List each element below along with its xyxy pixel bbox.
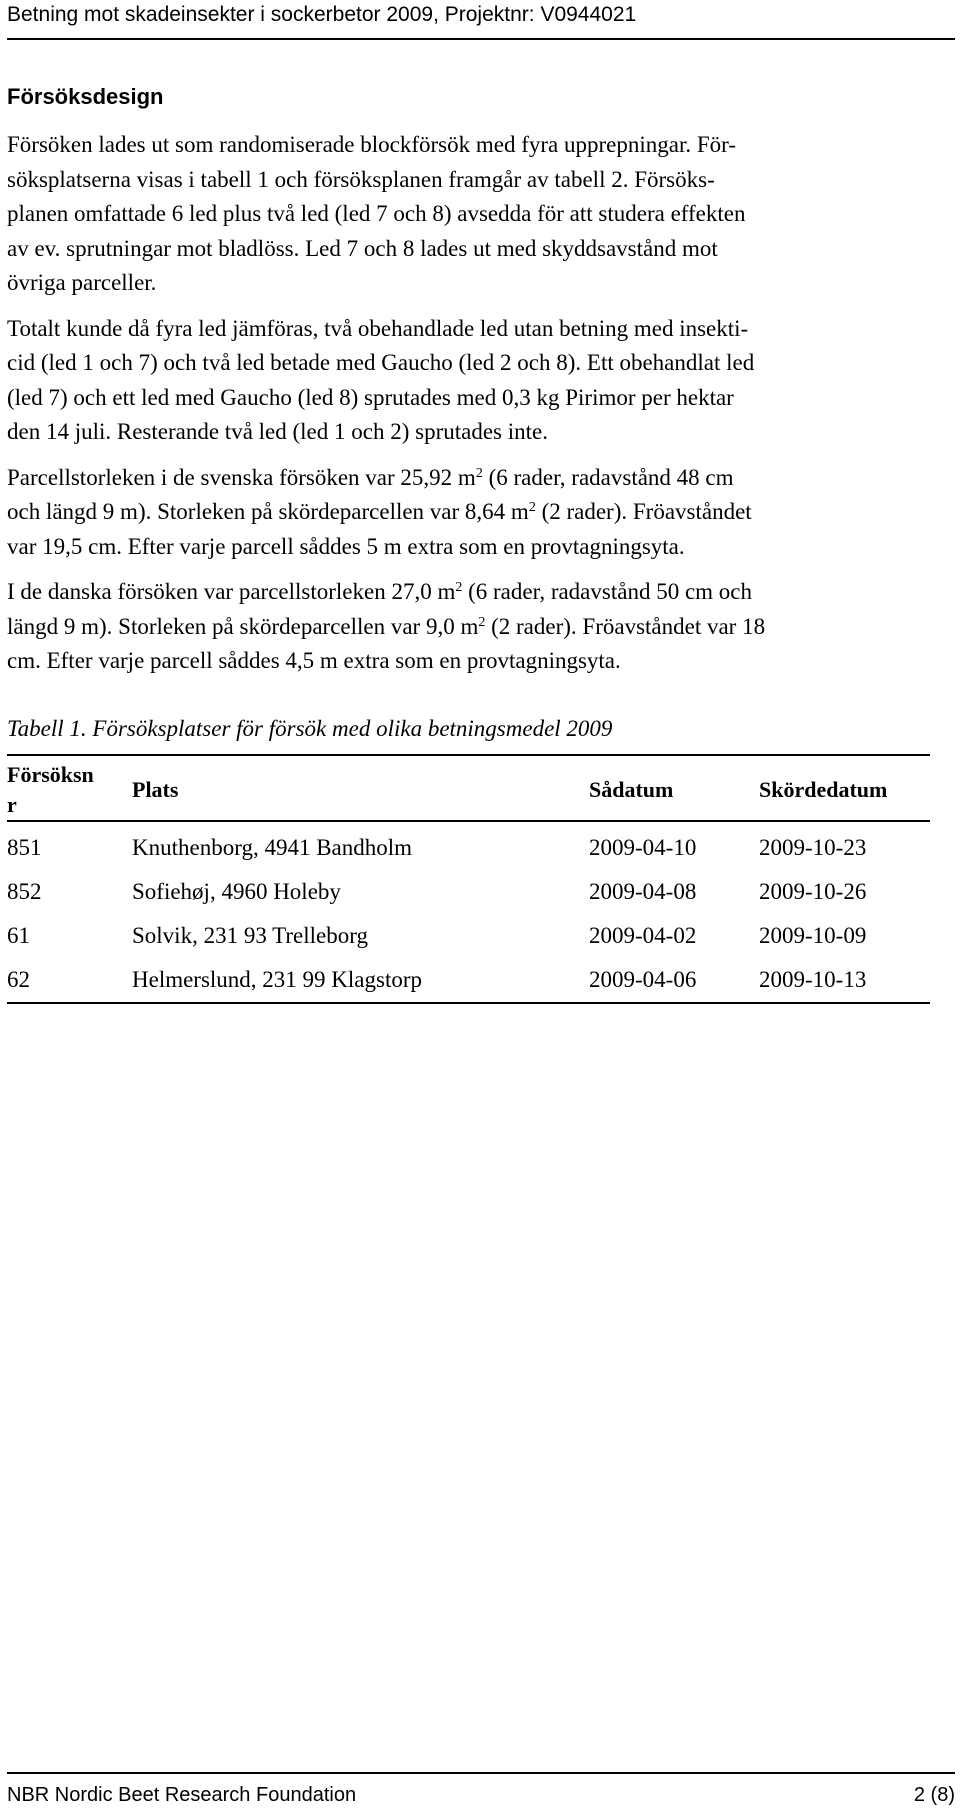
text-fragment: (6 rader, radavstånd 48 cm <box>482 464 734 490</box>
document-body <box>7 75 937 1004</box>
text-line: cm. Efter varje parcell såddes 4,5 m extra som en provtagningsyta. <box>7 648 621 673</box>
text-fragment: Parcellstorleken i de svenska försöken var 25,92 m <box>7 464 476 490</box>
cell-location: Helmerslund, 231 99 Klagstorp <box>132 966 423 992</box>
text-fragment: (2 rader). Fröavståndet <box>535 499 752 524</box>
text-line <box>7 575 937 610</box>
table-header-row <box>7 755 930 821</box>
text-line: av ev. sprutningar mot bladlöss. Led 7 och 8 lades ut med skyddsavstånd mot <box>7 235 718 261</box>
cell-harvest-date: 2009-10-26 <box>759 878 867 904</box>
superscript: 2 <box>478 614 486 630</box>
text-fragment: längd 9 m). Storleken på skördeparcellen var 9,0 m <box>7 613 479 639</box>
table-row <box>7 870 930 914</box>
text-line: övriga parceller. <box>7 270 157 295</box>
text-line <box>7 461 937 496</box>
paragraph-design <box>7 128 937 301</box>
text-line: Försöken lades ut som randomiserade blockförsök med fyra upprepningar. För- <box>7 132 736 157</box>
header-label: Försöksn <box>7 761 94 787</box>
cell-sowing-date: 2009-04-10 <box>589 834 697 860</box>
header-sowing-date: Sådatum <box>589 755 759 821</box>
page-header <box>7 0 955 40</box>
trial-sites-table <box>7 754 930 1004</box>
superscript: 2 <box>528 500 536 515</box>
text-line <box>7 610 937 645</box>
paragraph-treatments <box>7 312 937 450</box>
paragraph-swedish-plots <box>7 461 937 565</box>
cell-trial-number: 851 <box>7 834 42 860</box>
header-label: r <box>7 791 17 817</box>
cell-trial-number: 852 <box>7 878 42 904</box>
page-number: 2 (8) <box>913 1784 955 1806</box>
text-fragment: och längd 9 m). Storleken på skördeparcellen var 8,64 m <box>7 499 529 524</box>
text-fragment: I de danska försöken var parcellstorleken 27,0 m <box>7 579 456 604</box>
header-location: Plats <box>132 755 589 821</box>
page-footer <box>7 1772 955 1814</box>
cell-location: Knuthenborg, 4941 Bandholm <box>132 834 413 860</box>
table-row <box>7 821 930 870</box>
document-title: Betning mot skadeinsekter i sockerbetor 2009, Projektnr: V0944021 <box>7 3 637 26</box>
text-line: var 19,5 cm. Efter varje parcell såddes 5 m extra som en provtagningsyta. <box>7 533 685 559</box>
text-fragment: (2 rader). Fröavståndet var 18 <box>485 613 766 639</box>
cell-trial-number: 61 <box>7 922 30 948</box>
cell-harvest-date: 2009-10-13 <box>759 966 867 992</box>
table-caption: Tabell 1. Försöksplatser för försök med olika betningsmedel 2009 <box>7 715 613 741</box>
text-line <box>7 495 937 530</box>
cell-harvest-date: 2009-10-09 <box>759 922 867 948</box>
table-row <box>7 914 930 958</box>
cell-trial-number: 62 <box>7 966 30 992</box>
paragraph-danish-plots <box>7 575 937 679</box>
header-trial-number <box>7 755 132 821</box>
text-line: (led 7) och ett led med Gaucho (led 8) sprutades med 0,3 kg Pirimor per hektar <box>7 384 734 410</box>
text-fragment: (6 rader, radavstånd 50 cm och <box>462 579 752 604</box>
header-harvest-date: Skördedatum <box>759 755 930 821</box>
cell-harvest-date: 2009-10-23 <box>759 834 867 860</box>
text-line: Totalt kunde då fyra led jämföras, två obehandlade led utan betning med insekti- <box>7 315 749 341</box>
superscript: 2 <box>455 580 463 595</box>
cell-sowing-date: 2009-04-08 <box>589 878 697 904</box>
footer-organization: NBR Nordic Beet Research Foundation <box>7 1784 357 1806</box>
table-row <box>7 958 930 1003</box>
cell-location: Solvik, 231 93 Trelleborg <box>132 922 368 948</box>
cell-sowing-date: 2009-04-06 <box>589 966 697 992</box>
section-title: Försöksdesign <box>7 84 164 109</box>
text-line: planen omfattade 6 led plus två led (led 7 och 8) avsedda för att studera effekten <box>7 201 746 226</box>
cell-sowing-date: 2009-04-02 <box>589 922 697 948</box>
text-line: den 14 juli. Resterande två led (led 1 och 2) sprutades inte. <box>7 419 548 444</box>
text-line: cid (led 1 och 7) och två led betade med Gaucho (led 2 och 8). Ett obehandlat led <box>7 350 755 375</box>
text-line: söksplatserna visas i tabell 1 och försöksplanen framgår av tabell 2. Försöks- <box>7 166 715 192</box>
superscript: 2 <box>475 465 483 481</box>
cell-location: Sofiehøj, 4960 Holeby <box>132 878 341 904</box>
